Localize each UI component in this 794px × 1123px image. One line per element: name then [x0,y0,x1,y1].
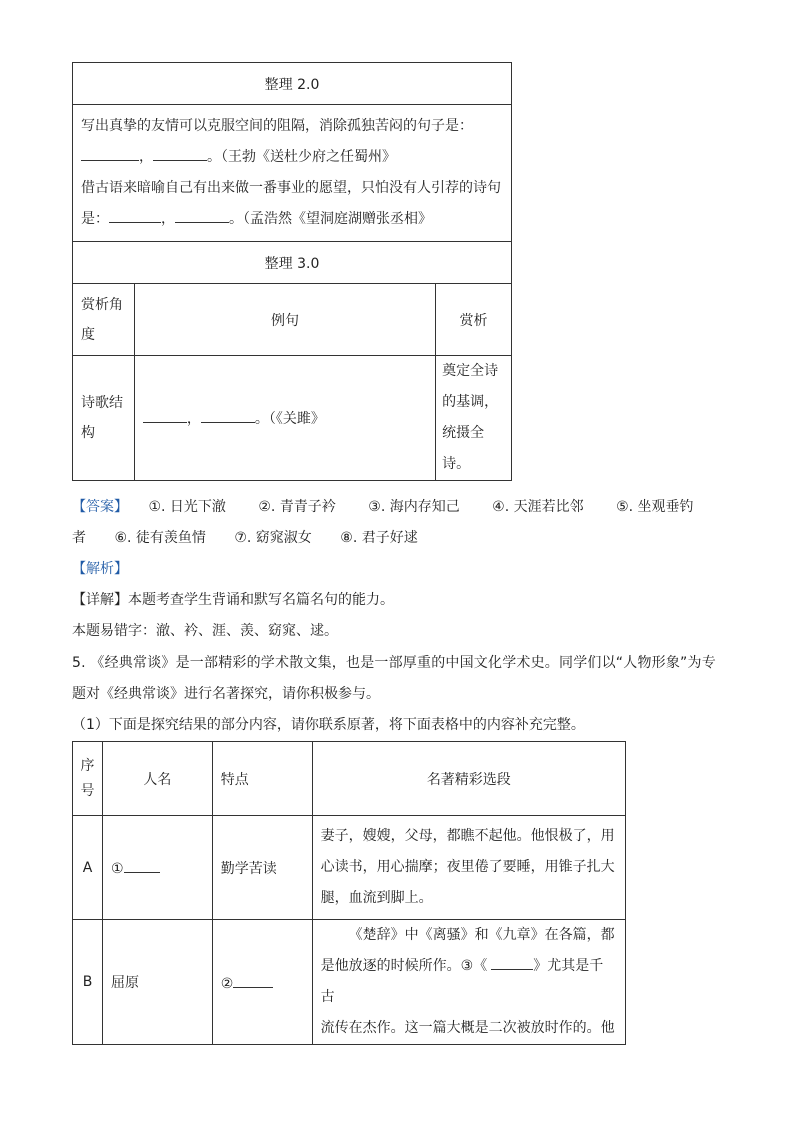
prompt-line-2: ， 。（王勃《送杜少府之任蜀州》 [81,142,503,173]
section-2-content [73,105,512,242]
answer-item: ④. 天涯若比邻 [492,499,584,515]
fill-blank[interactable] [143,408,187,423]
answer-item: ⑦. 窈窕淑女 [234,530,312,546]
col-header-index: 序号 [73,742,103,816]
figures-table [72,741,626,1045]
row-id: A [73,816,103,920]
col-header-analysis: 赏析 [436,284,512,356]
fill-blank[interactable] [124,858,160,873]
analysis-errors: 本题易错字：澈、衿、涯、羡、窈窕、逑。 [72,623,338,639]
cell-trait: 勤学苦读 [212,816,312,920]
fill-blank[interactable] [233,973,273,988]
answer-line-1 [72,497,694,517]
fill-blank[interactable] [175,208,229,223]
answer-label: 【答案】 [72,499,128,515]
cell-example: ， 。（《关雎》 [134,356,435,481]
col-header-name: 人名 [102,742,212,816]
fill-blank[interactable] [109,208,161,223]
prompt-line-4: 是： ， 。（孟浩然《望洞庭湖赠张丞相》 [81,204,503,235]
cell-passage: 妻子，嫂嫂，父母，都瞧不起他。他恨极了，用 心读书，用心揣摩；夜里倦了要睡，用锥子扎大 腿，血流到脚上。 [312,816,625,920]
row-id: B [73,920,103,1045]
fill-blank[interactable] [491,955,533,970]
col-header-trait: 特点 [212,742,312,816]
poetry-table [72,62,512,481]
prompt-line-3: 借古语来暗喻自己有出来做一番事业的愿望，只怕没有人引荐的诗句 [81,180,501,196]
col-header-example: 例句 [134,284,435,356]
cell-name: 屈原 [102,920,212,1045]
col-header-angle: 赏析角度 [73,284,135,356]
answer-item: ⑧. 君子好逑 [340,530,418,546]
cell-name: ① [102,816,212,920]
fill-blank[interactable] [201,408,255,423]
cell-passage: 《楚辞》中《离骚》和《九章》在各篇，都 是他放逐的时候所作。③《 》尤其是千古 流传在杰作。这一篇大概是二次被放时作的。他 [312,920,625,1045]
prompt-line-1: 写出真挚的友情可以克服空间的阻隔，消除孤独苦闷的句子是： [81,118,473,134]
analysis-label: 【解析】 [72,561,128,577]
section-header-3: 整理 3.0 [73,242,512,284]
fill-blank[interactable] [153,146,207,161]
fill-blank[interactable] [81,146,139,161]
answer-item: ①. 日光下澈 [148,499,226,515]
col-header-passage: 名著精彩选段 [312,742,625,816]
analysis-detail: 【详解】本题考查学生背诵和默写名篇名句的能力。 [72,592,394,608]
section-header-2: 整理 2.0 [73,63,512,105]
cell-angle: 诗歌结构 [73,356,135,481]
cell-analysis: 奠定全诗的基调，统摄全诗。 [436,356,512,481]
answer-item: 者 [72,530,86,546]
answer-item: ②. 青青子衿 [258,499,336,515]
cell-trait: ② [212,920,312,1045]
answer-line-2 [72,528,418,548]
answer-item: ⑥. 徒有羡鱼情 [114,530,206,546]
question5-line-2: 题对《经典常谈》进行名著探究，请你积极参与。 [72,686,380,702]
answer-item: ⑤. 坐观垂钓 [616,499,694,515]
answer-item: ③. 海内存知己 [368,499,460,515]
question5-line-3: （1）下面是探究结果的部分内容，请你联系原著，将下面表格中的内容补充完整。 [72,717,585,733]
question5-line-1: 5. 《经典常谈》是一部精彩的学术散文集，也是一部厚重的中国文化学术史。同学们以“人物形象”为专 [72,655,716,671]
